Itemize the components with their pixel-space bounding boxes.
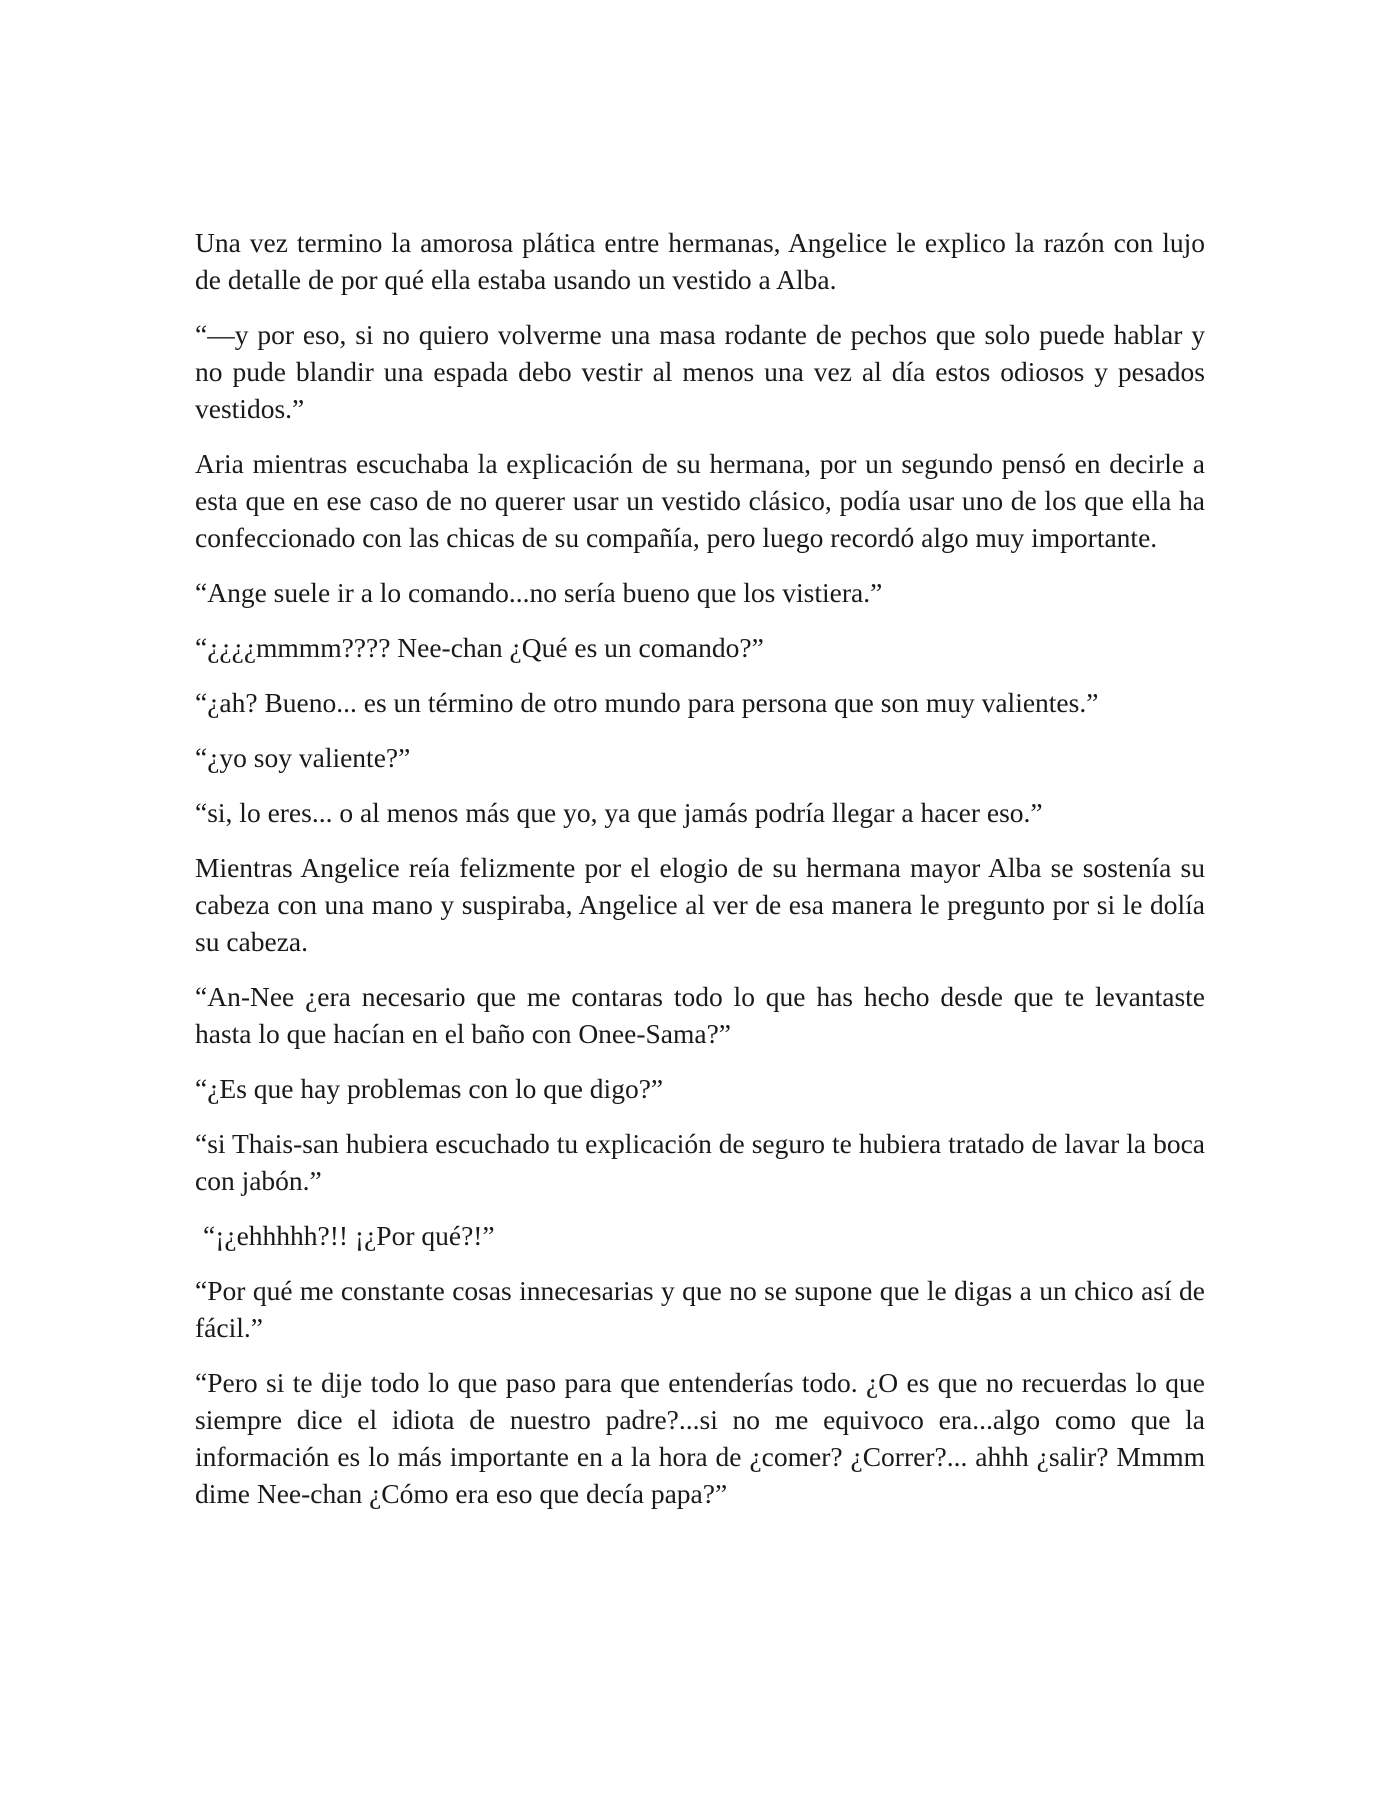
paragraph: Aria mientras escuchaba la explicación de su hermana, por un segundo pensó en decirle a esta que en ese caso de no querer usar un vestido clásico, podía usar uno de los que ella ha confeccionado con las chicas de su compañía, pero luego recordó algo muy importante. xyxy=(195,448,1205,553)
paragraph: “si Thais-san hubiera escuchado tu explicación de seguro te hubiera tratado de lavar la boca con jabón.” xyxy=(195,1128,1205,1196)
paragraph: “Ange suele ir a lo comando...no sería bueno que los vistiera.” xyxy=(195,577,883,608)
paragraph: “¿Es que hay problemas con lo que digo?” xyxy=(195,1073,664,1104)
paragraph: “An-Nee ¿era necesario que me contaras todo lo que has hecho desde que te levantaste hasta lo que hacían en el baño con Onee-Sama?” xyxy=(195,981,1205,1049)
paragraph: “¡¿ehhhhh?!! ¡¿Por qué?!” xyxy=(203,1220,495,1251)
paragraph: “si, lo eres... o al menos más que yo, ya que jamás podría llegar a hacer eso.” xyxy=(195,797,1043,828)
paragraph: “Pero si te dije todo lo que paso para que entenderías todo. ¿O es que no recuerdas lo que siempre dice el idiota de nuestro padre?...si no me equivoco era...algo como que la información es lo más importante en a la hora de ¿comer? ¿Correr?... ahhh ¿salir? Mmmm dime Nee-chan ¿Cómo era eso que decía papa?” xyxy=(195,1367,1205,1509)
paragraph: “—y por eso, si no quiero volverme una masa rodante de pechos que solo puede hablar y no pude blandir una espada debo vestir al menos una vez al día estos odiosos y pesados vestidos.” xyxy=(195,319,1205,424)
paragraph: “¿yo soy valiente?” xyxy=(195,742,411,773)
paragraph: “¿¿¿¿mmmm???? Nee-chan ¿Qué es un comando?” xyxy=(195,632,764,663)
paragraph: “Por qué me constante cosas innecesarias y que no se supone que le digas a un chico así de fácil.” xyxy=(195,1275,1205,1343)
paragraph: Mientras Angelice reía felizmente por el elogio de su hermana mayor Alba se sostenía su cabeza con una mano y suspiraba, Angelice al ver de esa manera le pregunto por si le dolía su cabeza. xyxy=(195,852,1205,957)
paragraph: Una vez termino la amorosa plática entre hermanas, Angelice le explico la razón con lujo de detalle de por qué ella estaba usando un vestido a Alba. xyxy=(195,227,1205,295)
body-text xyxy=(195,224,1205,1530)
paragraph: “¿ah? Bueno... es un término de otro mundo para persona que son muy valientes.” xyxy=(195,687,1099,718)
